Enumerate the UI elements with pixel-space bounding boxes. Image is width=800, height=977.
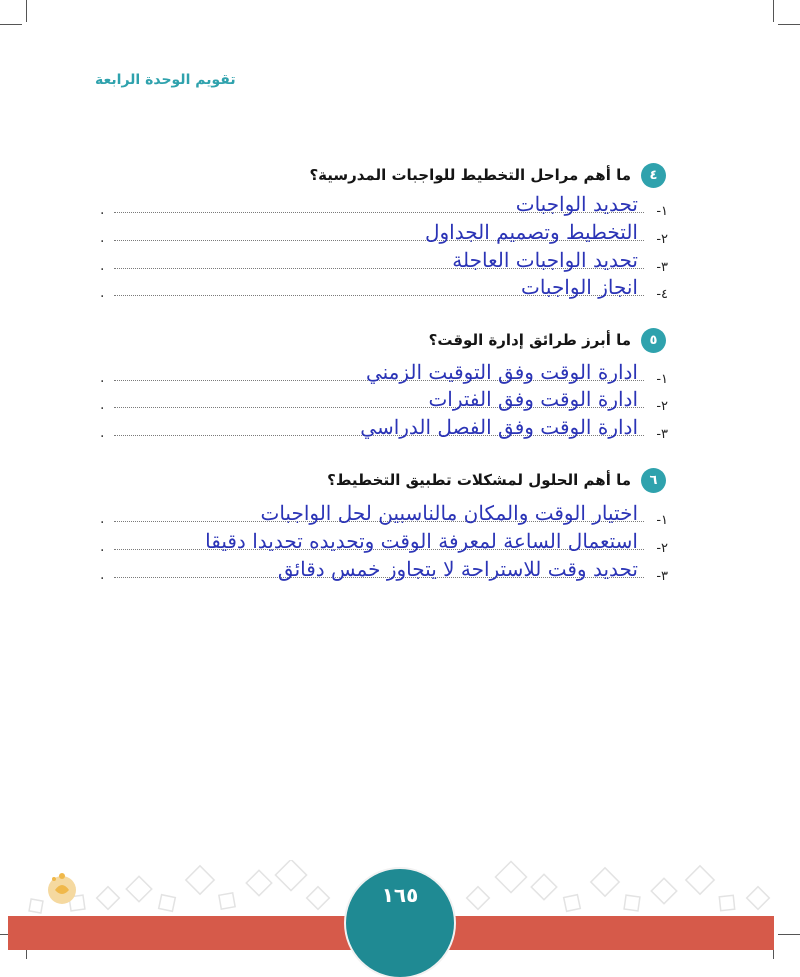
answer-number: ٣- <box>656 260 668 275</box>
answer-line[interactable] <box>100 527 668 557</box>
handwritten-answer: التخطيط وتصميم الجداول <box>424 220 638 244</box>
crop-mark <box>773 0 774 22</box>
answer-number: ٣- <box>656 569 668 584</box>
answer-line[interactable] <box>100 385 668 415</box>
line-end-dot: . <box>100 258 105 274</box>
handwritten-answer: تحديد الواجبات العاجلة <box>452 248 638 272</box>
line-end-dot: . <box>100 567 105 583</box>
answer-number: ٢- <box>656 232 668 247</box>
question-number-badge: ٥ <box>641 328 666 353</box>
line-end-dot: . <box>100 370 105 386</box>
answer-line[interactable] <box>100 413 668 443</box>
crop-mark <box>0 24 22 25</box>
answer-number: ٢- <box>656 399 668 414</box>
line-end-dot: . <box>100 425 105 441</box>
publisher-logo-icon <box>42 866 84 908</box>
question-number-badge: ٦ <box>641 468 666 493</box>
answer-line[interactable] <box>100 555 668 585</box>
handwritten-answer: اختيار الوقت والمكان مالناسبين لحل الواجبات <box>260 501 638 525</box>
question-text: ما أبرز طرائق إدارة الوقت؟ <box>428 331 631 349</box>
crop-mark <box>26 0 27 22</box>
page-number-badge <box>346 869 454 977</box>
question-4 <box>309 162 666 188</box>
answer-number: ١- <box>656 372 668 387</box>
handwritten-answer: ادارة الوقت وفق التوقيت الزمني <box>365 360 638 384</box>
answer-number: ٢- <box>656 541 668 556</box>
question-text: ما أهم الحلول لمشكلات تطبيق التخطيط؟ <box>327 471 631 489</box>
answer-number: ٤- <box>656 287 668 302</box>
crop-mark <box>778 934 800 935</box>
answer-line[interactable] <box>100 273 668 303</box>
answer-line[interactable] <box>100 499 668 529</box>
handwritten-answer: ادارة الوقت وفق الفترات <box>428 387 638 411</box>
answer-line[interactable] <box>100 190 668 220</box>
crop-mark <box>778 24 800 25</box>
line-end-dot: . <box>100 230 105 246</box>
question-6 <box>327 467 666 493</box>
handwritten-answer: تحديد وقت للاستراحة لا يتجاوز خمس دقائق <box>277 557 638 581</box>
unit-title: تقويم الوحدة الرابعة <box>95 72 236 88</box>
question-number-badge: ٤ <box>641 163 666 188</box>
answer-line[interactable] <box>100 246 668 276</box>
line-end-dot: . <box>100 539 105 555</box>
answer-line[interactable] <box>100 358 668 388</box>
handwritten-answer: تحديد الواجبات <box>515 192 638 216</box>
handwritten-answer: استعمال الساعة لمعرفة الوقت وتحديده تحديدا دقيقا <box>205 529 638 553</box>
line-end-dot: . <box>100 397 105 413</box>
answer-line[interactable] <box>100 218 668 248</box>
page-number: ١٦٥ <box>381 883 419 907</box>
line-end-dot: . <box>100 285 105 301</box>
answer-number: ٣- <box>656 427 668 442</box>
line-end-dot: . <box>100 511 105 527</box>
handwritten-answer: ادارة الوقت وفق الفصل الدراسي <box>360 415 638 439</box>
question-5 <box>429 327 666 353</box>
handwritten-answer: انجاز الواجبات <box>520 275 638 299</box>
answer-number: ١- <box>656 204 668 219</box>
line-end-dot: . <box>100 202 105 218</box>
answer-number: ١- <box>656 513 668 528</box>
question-text: ما أهم مراحل التخطيط للواجبات المدرسية؟ <box>309 166 631 184</box>
